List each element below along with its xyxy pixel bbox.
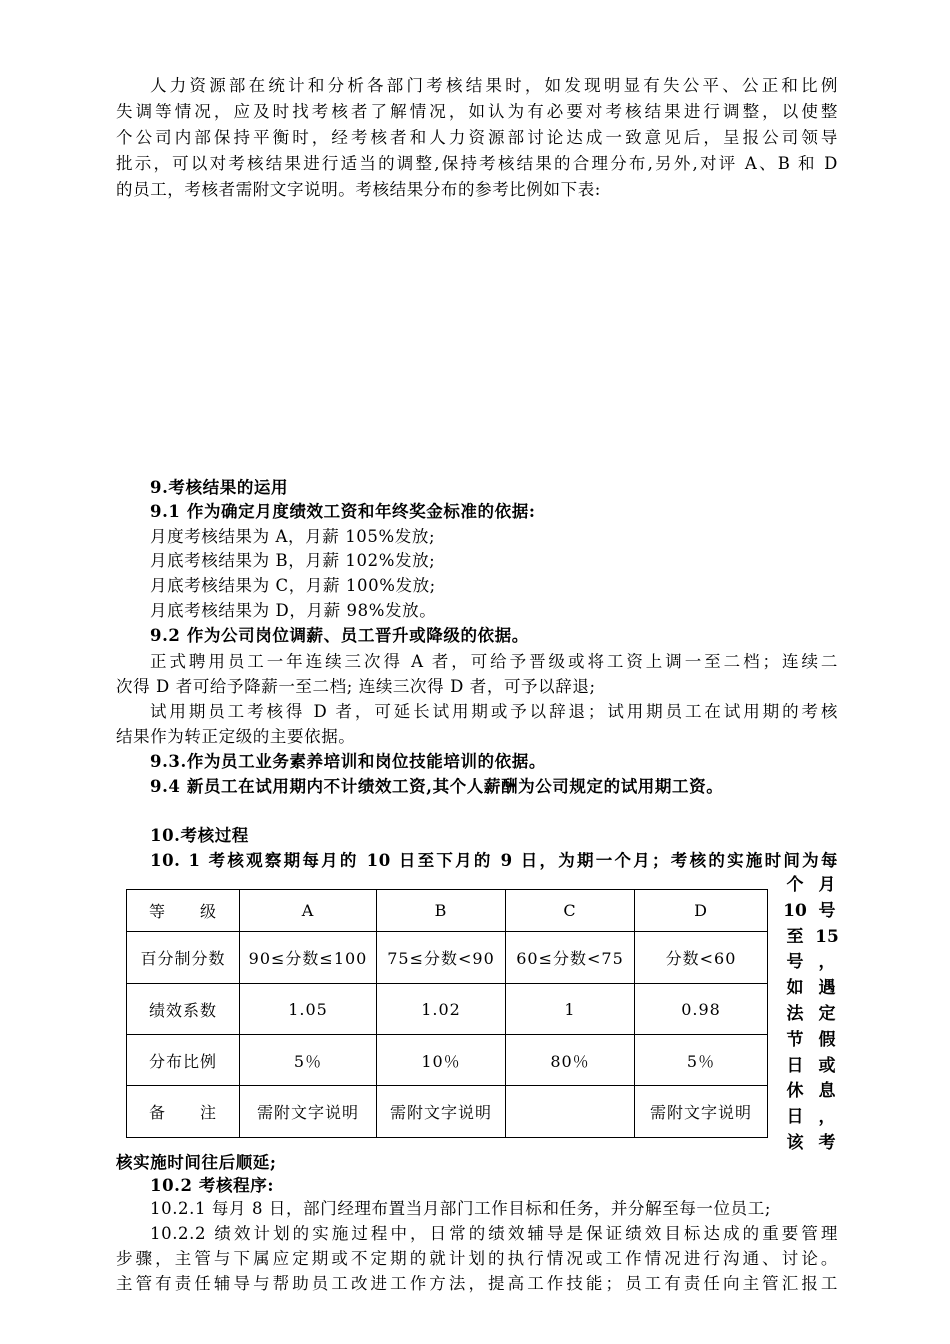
text-line: 核实施时间往后顺延; — [116, 1153, 277, 1172]
wrapped-char: 10 — [783, 900, 807, 921]
table-cell: 0.98 — [635, 984, 768, 1035]
table-cell: B — [377, 890, 506, 932]
table-cell: C — [506, 890, 635, 932]
wrapped-char: 法 — [786, 1003, 804, 1024]
text-line: 正式聘用员工一年连续三次得 A 者，可给予晋级或将工资上调一至二档；连续二 — [150, 652, 838, 671]
table-cell: A — [240, 890, 377, 932]
text-line: 结果作为转正定级的主要依据。 — [116, 727, 356, 746]
text-line: 次得 D 者可给予降薪一至二档; 连续三次得 D 者，可予以辞退; — [116, 677, 596, 696]
wrapped-char: 如 — [786, 978, 804, 999]
text-line: 批示，可以对考核结果进行适当的调整,保持考核结果的合理分布,另外,对评 A、B 和 D — [116, 154, 838, 173]
text-line: 10.2.1 每月 8 日，部门经理布置当月部门工作目标和任务，并分解至每一位员工; — [150, 1199, 771, 1218]
text-line: 主管有责任辅导与帮助员工改进工作方法，提高工作技能；员工有责任向主管汇报工 — [116, 1274, 838, 1293]
table-cell: 90≤分数≤100 — [240, 932, 377, 984]
text-line: 10.2.2 绩效计划的实施过程中，日常的绩效辅导是保证绩效目标达成的重要管理 — [150, 1224, 838, 1243]
wrapped-char: 号 — [818, 900, 836, 921]
table-cell: 绩效系数 — [127, 984, 240, 1035]
table-cell: 75≤分数<90 — [377, 932, 506, 984]
text-line: 试用期员工考核得 D 者，可延长试用期或予以辞退；试用期员工在试用期的考核 — [150, 702, 838, 721]
subsection-heading: 10.2 考核程序: — [150, 1176, 275, 1195]
text-line: 的员工，考核者需附文字说明。考核结果分布的参考比例如下表: — [116, 180, 601, 199]
text-line: 个公司内部保持平衡时，经考核者和人力资源部讨论达成一致意见后，呈报公司领导 — [116, 128, 838, 147]
table-cell: 备 注 — [127, 1086, 240, 1138]
table-cell: 5％ — [240, 1035, 377, 1086]
table-row — [127, 1035, 768, 1086]
wrapped-char: 日 — [786, 1107, 804, 1128]
wrapped-char: 定 — [818, 1003, 836, 1024]
table-cell: 需附文字说明 — [635, 1086, 768, 1138]
table-cell: 百分制分数 — [127, 932, 240, 984]
wrapped-char: 遇 — [818, 978, 836, 999]
text-line: 人力资源部在统计和分析各部门考核结果时，如发现明显有失公平、公正和比例 — [150, 76, 838, 95]
subsection-heading: 9.4 新员工在试用期内不计绩效工资,其个人薪酬为公司规定的试用期工资。 — [150, 777, 724, 796]
table-row — [127, 984, 768, 1035]
table-cell: 1.05 — [240, 984, 377, 1035]
wrapped-char: 或 — [818, 1055, 836, 1076]
wrapped-char: 月 — [818, 875, 836, 895]
table-cell: 1 — [506, 984, 635, 1035]
wrapped-char: 个 — [786, 875, 804, 895]
table-cell: 分布比例 — [127, 1035, 240, 1086]
list-item: 月底考核结果为 D，月薪 98%发放。 — [150, 601, 437, 620]
grade-distribution-table — [126, 889, 768, 1138]
list-item: 月度考核结果为 A，月薪 105%发放; — [150, 527, 436, 546]
table-cell: 80％ — [506, 1035, 635, 1086]
table-row — [127, 932, 768, 984]
wrapped-char: 假 — [818, 1029, 836, 1050]
wrapped-text-column — [782, 873, 808, 1157]
wrapped-char: 息 — [818, 1081, 836, 1102]
table-row — [127, 1086, 768, 1138]
section-heading: 9.考核结果的运用 — [150, 478, 289, 497]
wrapped-char: ， — [818, 952, 836, 973]
wrapped-char: 至 — [786, 926, 804, 947]
list-item: 月底考核结果为 B，月薪 102%发放; — [150, 551, 436, 570]
table-cell — [506, 1086, 635, 1138]
subsection-heading: 10. 1 考核观察期每月的 10 日至下月的 9 日，为期一个月；考核的实施时间为每 — [150, 851, 838, 870]
subsection-heading: 9.3.作为员工业务素养培训和岗位技能培训的依据。 — [150, 752, 546, 771]
table-cell: 需附文字说明 — [377, 1086, 506, 1138]
subsection-heading: 9.1 作为确定月度绩效工资和年终奖金标准的依据: — [150, 502, 536, 521]
table-cell: 60≤分数<75 — [506, 932, 635, 984]
text-line: 失调等情况，应及时找考核者了解情况，如认为有必要对考核结果进行调整，以使整 — [116, 102, 838, 121]
wrapped-char: 15 — [815, 926, 839, 947]
table-cell: D — [635, 890, 768, 932]
table-cell: 1.02 — [377, 984, 506, 1035]
table-cell: 等 级 — [127, 890, 240, 932]
text-line: 步骤，主管与下属应定期或不定期的就计划的执行情况或工作情况进行沟通、讨论。 — [116, 1249, 838, 1268]
subsection-heading: 9.2 作为公司岗位调薪、员工晋升或降级的依据。 — [150, 626, 529, 645]
table-header-row — [127, 890, 768, 932]
wrapped-char: 号 — [786, 952, 804, 973]
table-cell: 5％ — [635, 1035, 768, 1086]
wrapped-char: 日 — [786, 1055, 804, 1076]
wrapped-char: 该 — [786, 1132, 804, 1153]
table-cell: 需附文字说明 — [240, 1086, 377, 1138]
wrapped-text-column — [814, 873, 840, 1157]
wrapped-char: ， — [818, 1107, 836, 1128]
wrapped-char: 节 — [786, 1029, 804, 1050]
table-cell: 分数<60 — [635, 932, 768, 984]
list-item: 月底考核结果为 C，月薪 100%发放; — [150, 576, 436, 595]
wrapped-char: 休 — [786, 1081, 804, 1102]
wrapped-char: 考 — [818, 1132, 836, 1153]
section-heading: 10.考核过程 — [150, 826, 249, 845]
table-cell: 10％ — [377, 1035, 506, 1086]
